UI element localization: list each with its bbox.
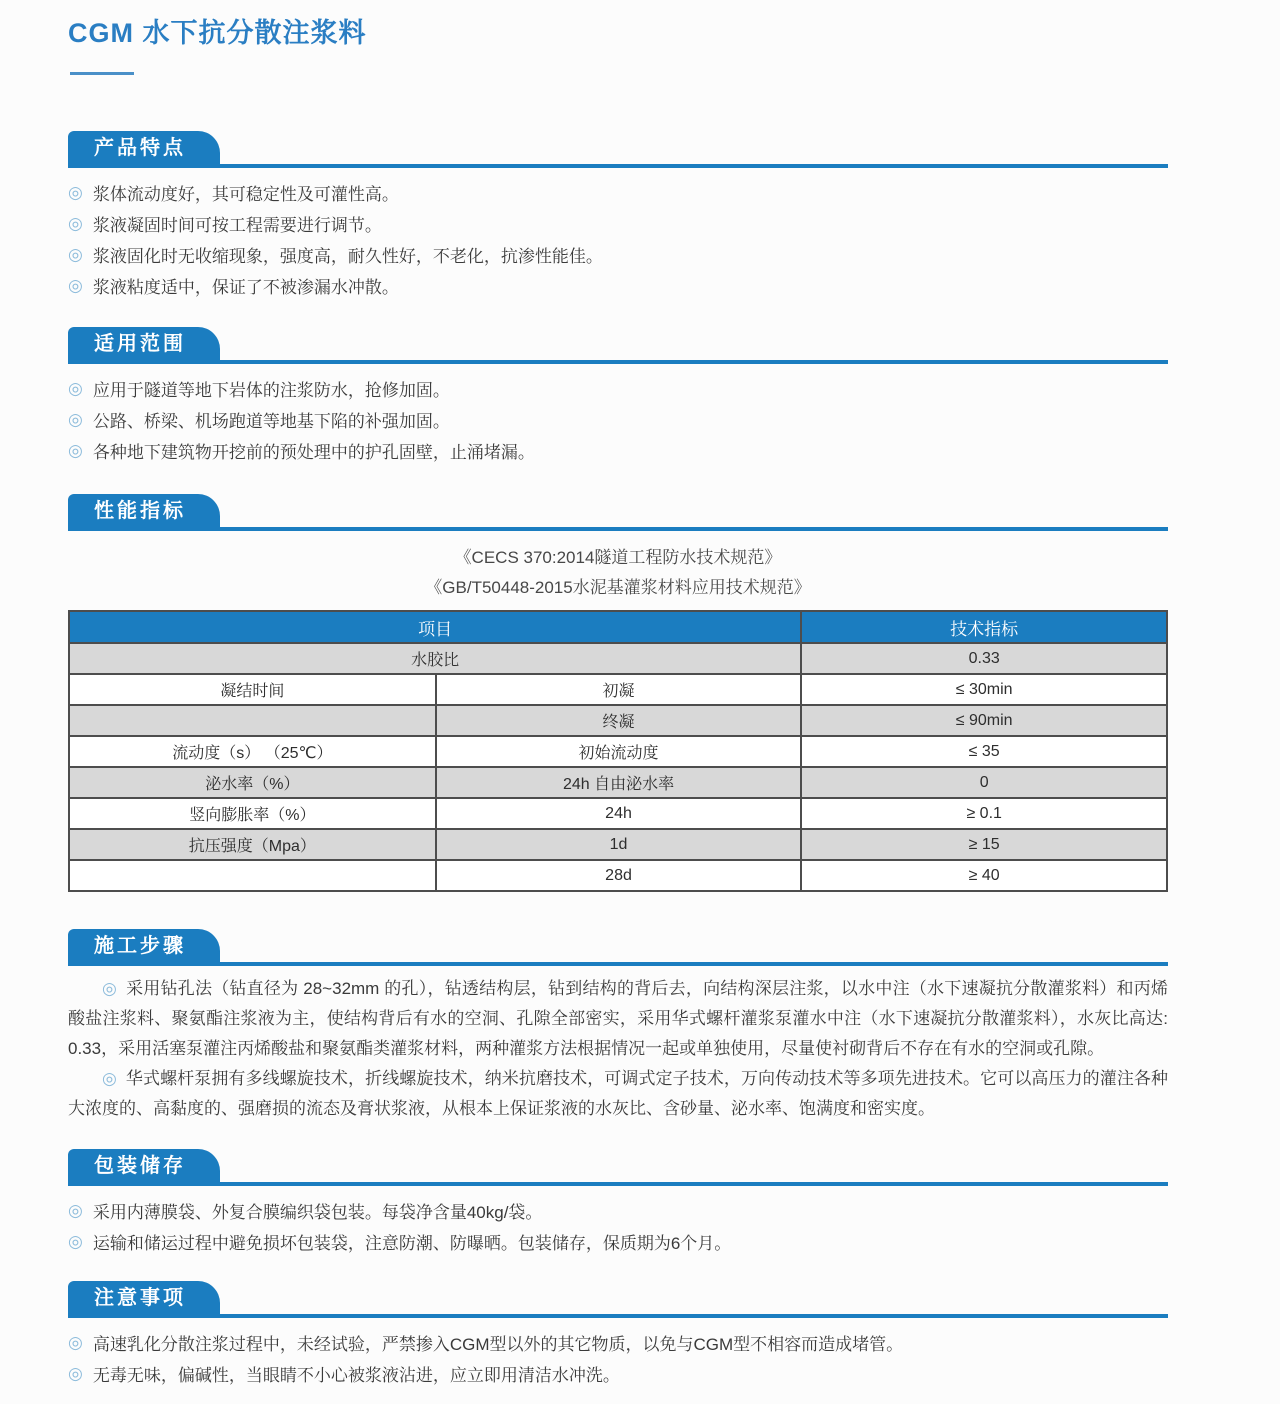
ring-bullet-icon: ◎ [68, 1231, 83, 1251]
step-paragraph [68, 1064, 1168, 1124]
table-cell: 24h 自由泌水率 [436, 767, 802, 798]
list-item [68, 1327, 1168, 1358]
table-row [69, 736, 1167, 767]
table-cell: ≤ 30min [801, 674, 1167, 705]
ring-bullet-icon: ◎ [102, 1069, 117, 1088]
table-cell [69, 705, 436, 736]
table-cell: ≥ 40 [801, 860, 1167, 891]
section-tab-notes: 注意事项 [68, 1281, 220, 1314]
table-row [69, 798, 1167, 829]
table-cell: 0.33 [801, 643, 1167, 674]
ring-bullet-icon: ◎ [68, 409, 83, 429]
section-tab-features: 产品特点 [68, 131, 220, 164]
list-item [68, 404, 1168, 435]
table-row [69, 674, 1167, 705]
ring-bullet-icon: ◎ [68, 244, 83, 264]
table-row [69, 705, 1167, 736]
paragraph-text: 华式螺杆泵拥有多线螺旋技术，折线螺旋技术，纳米抗磨技术，可调式定子技术，万向传动技术等多项先进技术。它可以高压力的灌注各种大浓度的、高黏度的、强磨损的流态及膏状浆液，从根本上保证浆液的水灰比、含砂量、泌水率、饱满度和密实度。 [68, 1069, 1168, 1118]
features-list [68, 177, 1168, 301]
ring-bullet-icon: ◎ [68, 1332, 83, 1352]
paragraph-text: 采用钻孔法（钻直径为 28~32mm 的孔），钻透结构层，钻到结构的背后去，向结构深层注浆，以水中注（水下速凝抗分散灌浆料）和丙烯酸盐注浆料、聚氨酯注浆液为主，使结构背后有水的空洞、孔隙全部密实，采用华式螺杆灌浆泵灌水中注（水下速凝抗分散灌浆料），水灰比高达: 0.33，采用活塞泵灌注丙烯酸盐和聚氨酯类灌浆材料，两种灌浆方法根据情况一起或单独使用，尽量使衬砌背后不存在有水的空洞或孔隙。 [68, 979, 1168, 1058]
section-head-notes [68, 1281, 1168, 1318]
list-item-text: 各种地下建筑物开挖前的预处理中的护孔固壁，止涌堵漏。 [92, 443, 535, 462]
list-item [68, 270, 1168, 301]
table-cell: 竖向膨胀率（%） [69, 798, 436, 829]
list-item-text: 采用内薄膜袋、外复合膜编织袋包装。每袋净含量40kg/袋。 [92, 1203, 543, 1222]
storage-list [68, 1195, 1168, 1257]
list-item-text: 浆液固化时无收缩现象，强度高，耐久性好，不老化，抗渗性能佳。 [92, 247, 603, 266]
section-tab-steps: 施工步骤 [68, 929, 220, 962]
table-cell: 凝结时间 [69, 674, 436, 705]
table-cell: 1d [436, 829, 802, 860]
table-cell [69, 860, 436, 891]
list-item [68, 1226, 1168, 1257]
performance-table [68, 610, 1168, 892]
list-item [68, 208, 1168, 239]
table-cell: 28d [436, 860, 802, 891]
table-cell: ≥ 0.1 [801, 798, 1167, 829]
section-head-storage [68, 1149, 1168, 1186]
standard-line: 《CECS 370:2014隧道工程防水技术规范》 [454, 548, 782, 567]
scope-list [68, 373, 1168, 466]
list-item [68, 1358, 1168, 1389]
table-cell: 终凝 [436, 705, 802, 736]
table-row [69, 860, 1167, 891]
ring-bullet-icon: ◎ [68, 1200, 83, 1220]
list-item-text: 运输和储运过程中避免损坏包装袋，注意防潮、防曝晒。包装储存，保质期为6个月。 [92, 1234, 732, 1253]
page-title: CGM 水下抗分散注浆料 [68, 18, 367, 48]
table-row [69, 643, 1167, 674]
table-row [69, 767, 1167, 798]
section-tab-performance: 性能指标 [68, 494, 220, 527]
standard-line: 《GB/T50448-2015水泥基灌浆材料应用技术规范》 [425, 578, 811, 597]
list-item [68, 239, 1168, 270]
ring-bullet-icon: ◎ [68, 440, 83, 460]
ring-bullet-icon: ◎ [68, 213, 83, 233]
steps-paragraphs [68, 974, 1168, 1124]
title-underline [70, 72, 134, 75]
section-head-steps [68, 929, 1168, 966]
step-paragraph [68, 974, 1168, 1064]
table-cell: 0 [801, 767, 1167, 798]
notes-list [68, 1327, 1168, 1389]
table-cell: 泌水率（%） [69, 767, 436, 798]
ring-bullet-icon: ◎ [68, 378, 83, 398]
section-head-features [68, 131, 1168, 168]
table-cell: ≤ 35 [801, 736, 1167, 767]
list-item [68, 177, 1168, 208]
table-header-row [69, 611, 1167, 643]
table-cell: ≥ 15 [801, 829, 1167, 860]
list-item-text: 应用于隧道等地下岩体的注浆防水，抢修加固。 [92, 381, 450, 400]
section-head-scope [68, 327, 1168, 364]
table-row [69, 829, 1167, 860]
list-item [68, 1195, 1168, 1226]
table-header-index: 技术指标 [801, 611, 1167, 643]
table-cell: 初始流动度 [436, 736, 802, 767]
table-cell: 初凝 [436, 674, 802, 705]
section-tab-storage: 包装储存 [68, 1149, 220, 1182]
ring-bullet-icon: ◎ [68, 182, 83, 202]
list-item-text: 浆液凝固时间可按工程需要进行调节。 [92, 216, 382, 235]
table-cell: ≤ 90min [801, 705, 1167, 736]
table-cell: 水胶比 [69, 643, 801, 674]
list-item [68, 435, 1168, 466]
standards-block [68, 543, 1168, 603]
table-cell: 24h [436, 798, 802, 829]
list-item-text: 高速乳化分散注浆过程中，未经试验，严禁掺入CGM型以外的其它物质，以免与CGM型不相容而造成堵管。 [92, 1335, 904, 1354]
table-cell: 流动度（s） （25℃） [69, 736, 436, 767]
list-item-text: 浆体流动度好，其可稳定性及可灌性高。 [92, 185, 399, 204]
list-item-text: 无毒无味，偏碱性，当眼睛不小心被浆液沾进，应立即用清洁水冲洗。 [92, 1366, 620, 1385]
list-item [68, 373, 1168, 404]
ring-bullet-icon: ◎ [102, 979, 118, 998]
ring-bullet-icon: ◎ [68, 275, 83, 295]
table-cell: 抗压强度（Mpa） [69, 829, 436, 860]
section-tab-scope: 适用范围 [68, 327, 220, 360]
ring-bullet-icon: ◎ [68, 1363, 83, 1383]
section-head-performance [68, 494, 1168, 531]
table-header-item: 项目 [69, 611, 801, 643]
list-item-text: 公路、桥梁、机场跑道等地基下陷的补强加固。 [92, 412, 450, 431]
list-item-text: 浆液粘度适中，保证了不被渗漏水冲散。 [92, 278, 399, 297]
